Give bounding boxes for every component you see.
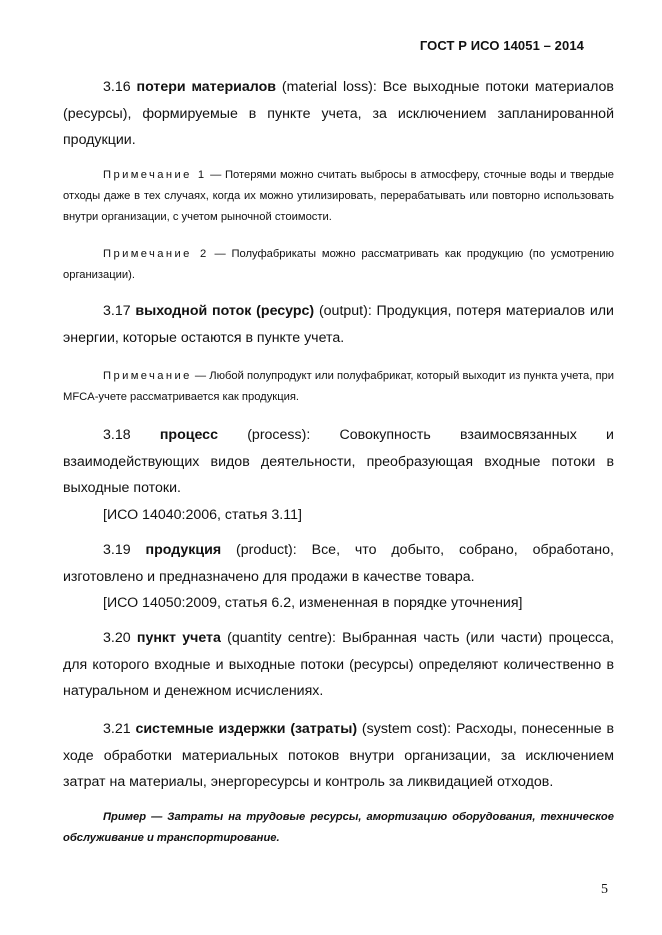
term-3-20 — [63, 625, 614, 705]
term-paragraph — [63, 298, 614, 351]
term-number: 3.18 — [103, 427, 131, 443]
note-text: — Полуфабрикаты можно рассматривать как продукцию (по усмотрению организации). — [63, 248, 614, 281]
term-name: системные издержки (затраты) — [135, 721, 358, 737]
term-paragraph — [63, 537, 614, 590]
term-number: 3.20 — [103, 630, 131, 646]
term-3-16 — [63, 74, 614, 154]
note-paragraph — [63, 366, 614, 408]
term-3-17 — [63, 298, 614, 351]
note-3-17 — [63, 366, 614, 408]
term-number: 3.19 — [103, 542, 131, 558]
term-definition: (process): Совокупность взаимосвязанных и взаимодействующих видов деятельности, преобразующая входные потоки в выходные потоки. — [63, 427, 614, 496]
term-name: потери материалов — [136, 79, 277, 95]
note-paragraph — [63, 165, 614, 228]
note-paragraph — [63, 244, 614, 286]
note-label: Примечание 1 — [103, 169, 207, 181]
term-definition: (system cost): Расходы, понесенные в ходе обработки материальных потоков внутри организации, за исключением затрат на материалы, энергоресурсы и контроль за ликвидацией отходов. — [63, 721, 614, 790]
note-label: Примечание 2 — [103, 248, 209, 260]
note-3-16-1 — [63, 165, 614, 228]
term-definition: (output): Продукция, потеря материалов или энергии, которые остаются в пункте учета. — [63, 303, 614, 346]
term-paragraph — [63, 625, 614, 705]
term-definition: (product): Все, что добыто, собрано, обработано, изготовлено и предназначено для продажи в качестве товара. — [63, 542, 614, 585]
term-paragraph — [63, 74, 614, 154]
term-3-18 — [63, 422, 614, 528]
example-text: Пример — Затраты на трудовые ресурсы, амортизацию оборудования, техническое обслуживание и транспортирование. — [63, 811, 614, 844]
note-3-16-2 — [63, 244, 614, 286]
note-text: — Любой полупродукт или полуфабрикат, который выходит из пункта учета, при MFCA-учете рассматривается как продукция. — [63, 370, 614, 403]
term-definition: (quantity centre): Выбранная часть (или части) процесса, для которого входные и выходные потоки (ресурсы) определяют количественно в натуральном и денежном исчислениях. — [63, 630, 614, 699]
term-paragraph — [63, 716, 614, 796]
term-name: пункт учета — [136, 630, 221, 646]
term-name: процесс — [159, 427, 218, 443]
term-number: 3.16 — [103, 79, 131, 95]
note-label: Примечание — [103, 370, 192, 382]
term-3-19 — [63, 537, 614, 616]
page-number: 5 — [601, 882, 608, 897]
term-name: выходной поток (ресурс) — [135, 303, 315, 319]
term-paragraph — [63, 422, 614, 502]
term-3-21 — [63, 716, 614, 796]
note-text: — Потерями можно считать выбросы в атмосферу, сточные воды и твердые отходы даже в тех случаях, когда их можно утилизировать, перерабатывать или повторно использовать внутри организации, с учетом рыночной стоимости. — [63, 169, 614, 223]
term-number: 3.21 — [103, 721, 131, 737]
term-definition: (material loss): Все выходные потоки материалов (ресурсы), формируемые в пункте учета, за исключением запланированной продукции. — [63, 79, 614, 148]
term-number: 3.17 — [103, 303, 131, 319]
term-reference: [ИСО 14040:2006, статья 3.11] — [103, 506, 302, 523]
document-header: ГОСТ Р ИСО 14051 – 2014 — [419, 38, 584, 53]
example-note — [63, 807, 614, 849]
term-name: продукция — [145, 542, 222, 558]
term-reference: [ИСО 14050:2009, статья 6.2, измененная в порядке уточнения] — [103, 595, 523, 611]
